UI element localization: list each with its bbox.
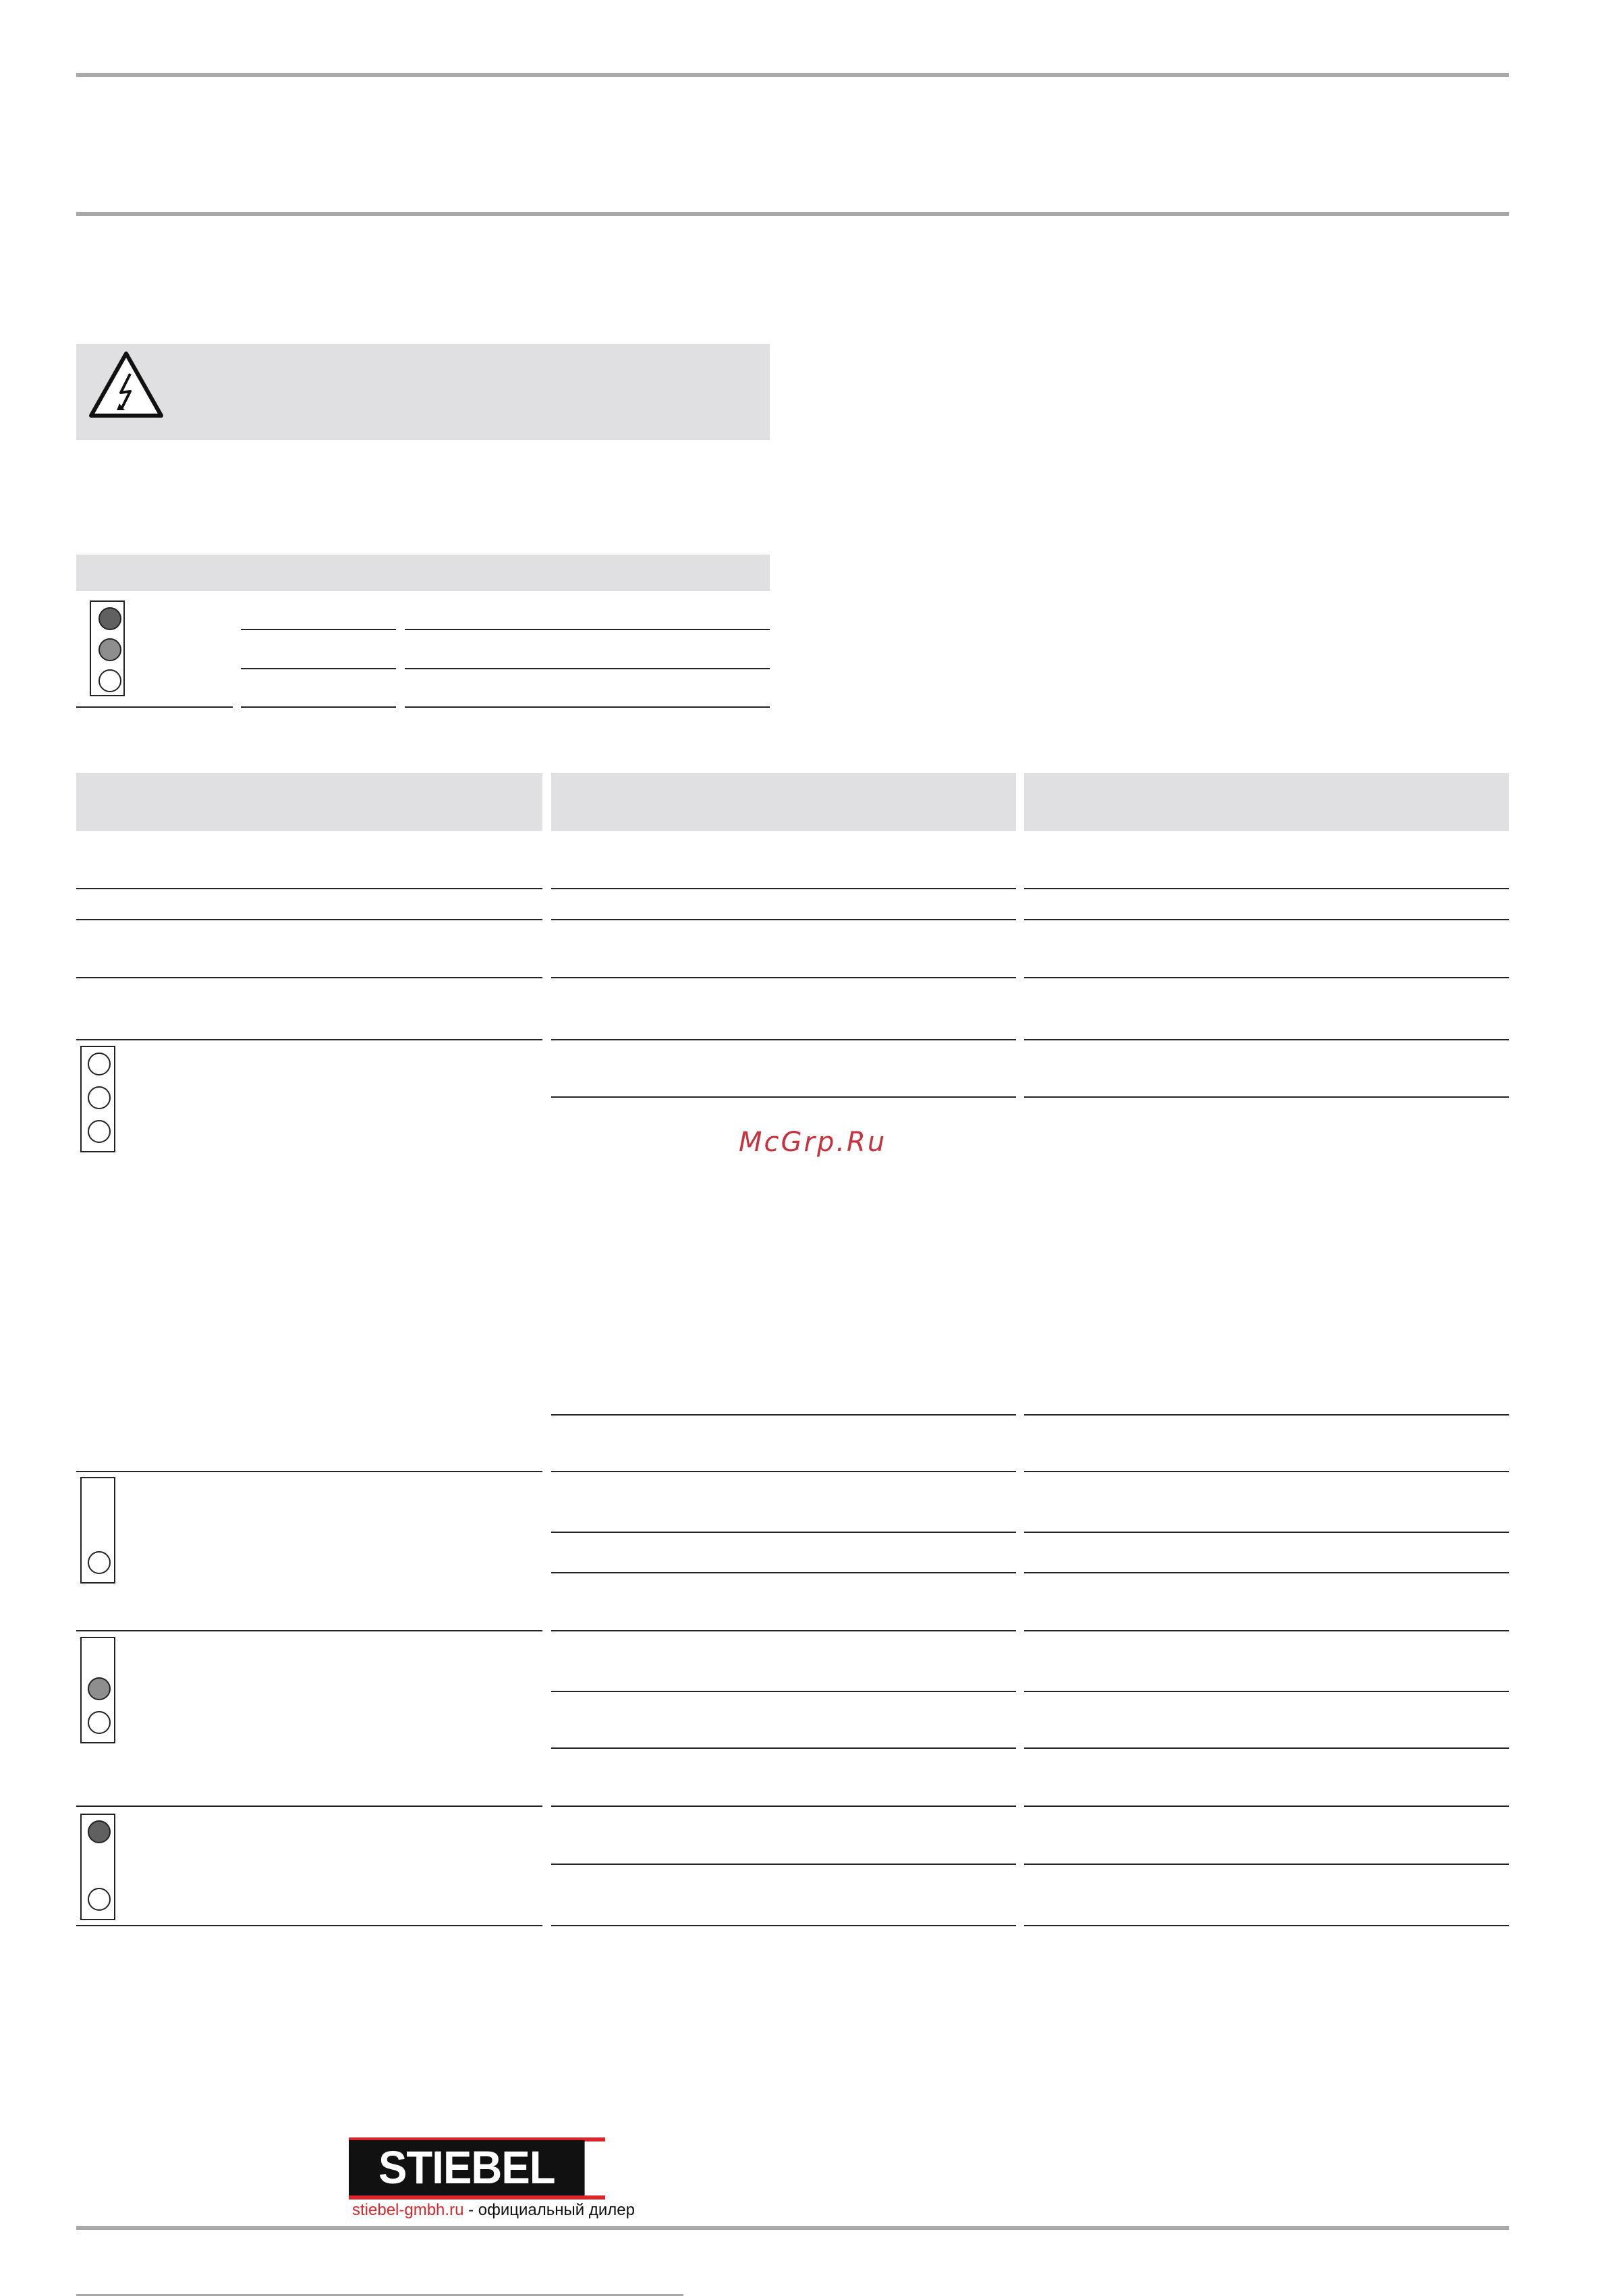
legend-row-3-col-2-rule (405, 706, 770, 708)
table-row-rule (551, 1691, 1016, 1692)
table-row-rule (76, 1471, 542, 1472)
table-row-rule (76, 977, 542, 978)
legend-row-2-col-1-rule (241, 668, 396, 669)
table-row-rule (1024, 1864, 1509, 1865)
table-row-rule (1024, 977, 1509, 978)
table-row-rule (76, 1039, 542, 1040)
led-mid (98, 638, 121, 661)
table-row-rule (551, 1630, 1016, 1631)
table-row-rule (551, 888, 1016, 889)
logo-bottom-stripe (349, 2195, 605, 2200)
legend-row-1-col-1-rule (241, 629, 396, 630)
table-row-rule (1024, 1747, 1509, 1749)
table-row-rule (551, 1039, 1016, 1040)
led-off (88, 1551, 111, 1574)
legend-indicator-strip (90, 600, 125, 696)
table-row-rule (1024, 1925, 1509, 1926)
table-row-rule (76, 888, 542, 889)
indicator-strip-group-1 (80, 1046, 115, 1152)
legend-row-2-col-2-rule (405, 668, 770, 669)
table-header-col-1 (76, 773, 542, 831)
table-row-rule (551, 977, 1016, 978)
table-row-rule (1024, 1039, 1509, 1040)
table-row-rule (76, 1805, 542, 1807)
legend-row-3-col-0-rule (76, 706, 233, 708)
dealer-line (352, 2201, 635, 2220)
led-dark (88, 1820, 111, 1843)
table-row-rule (551, 1414, 1016, 1416)
table-row-rule (551, 1805, 1016, 1807)
watermark-text: McGrp.Ru (739, 1127, 887, 1158)
legend-row-1-col-2-rule (405, 629, 770, 630)
led-dark (98, 607, 121, 630)
table-row-rule (1024, 1630, 1509, 1631)
footer-rule (76, 2226, 1509, 2230)
table-row-rule (76, 1630, 542, 1631)
led-off (88, 1086, 111, 1109)
table-row-rule (1024, 919, 1509, 920)
table-row-rule (1024, 888, 1509, 889)
table-row-rule (551, 1572, 1016, 1573)
table-row-rule (1024, 1572, 1509, 1573)
led-mid (88, 1677, 111, 1700)
indicator-strip-group-2 (80, 1477, 115, 1584)
table-row-rule (551, 1864, 1016, 1865)
dealer-tagline: - официальный дилер (463, 2201, 635, 2219)
table-header-col-2 (551, 773, 1016, 831)
table-row-rule (1024, 1532, 1509, 1533)
table-row-rule (76, 919, 542, 920)
legend-header-bar (76, 555, 770, 591)
header-rule-top (76, 73, 1509, 77)
led-off (98, 669, 121, 692)
table-row-rule (551, 919, 1016, 920)
dealer-site-link[interactable]: stiebel-gmbh.ru (352, 2201, 464, 2219)
table-row-rule (76, 1925, 542, 1926)
table-header-col-3 (1024, 773, 1509, 831)
table-row-rule (551, 1925, 1016, 1926)
header-rule-bottom (76, 212, 1509, 216)
led-off (88, 1120, 111, 1143)
led-off (88, 1711, 111, 1734)
table-row-rule (1024, 1805, 1509, 1807)
table-row-rule (1024, 1096, 1509, 1098)
table-row-rule (551, 1532, 1016, 1533)
table-row-rule (1024, 1471, 1509, 1472)
legend-row-3-col-1-rule (241, 706, 396, 708)
warning-panel (76, 344, 770, 440)
table-row-rule (551, 1747, 1016, 1749)
indicator-strip-group-3 (80, 1637, 115, 1743)
table-row-rule (1024, 1414, 1509, 1416)
high-voltage-warning-icon (86, 348, 167, 422)
brand-logo: STIEBEL (349, 2140, 585, 2195)
table-row-rule (551, 1471, 1016, 1472)
table-row-rule (551, 1096, 1016, 1098)
table-row-rule (1024, 1691, 1509, 1692)
led-off (88, 1888, 111, 1911)
led-off (88, 1053, 111, 1075)
indicator-strip-group-4 (80, 1814, 115, 1920)
